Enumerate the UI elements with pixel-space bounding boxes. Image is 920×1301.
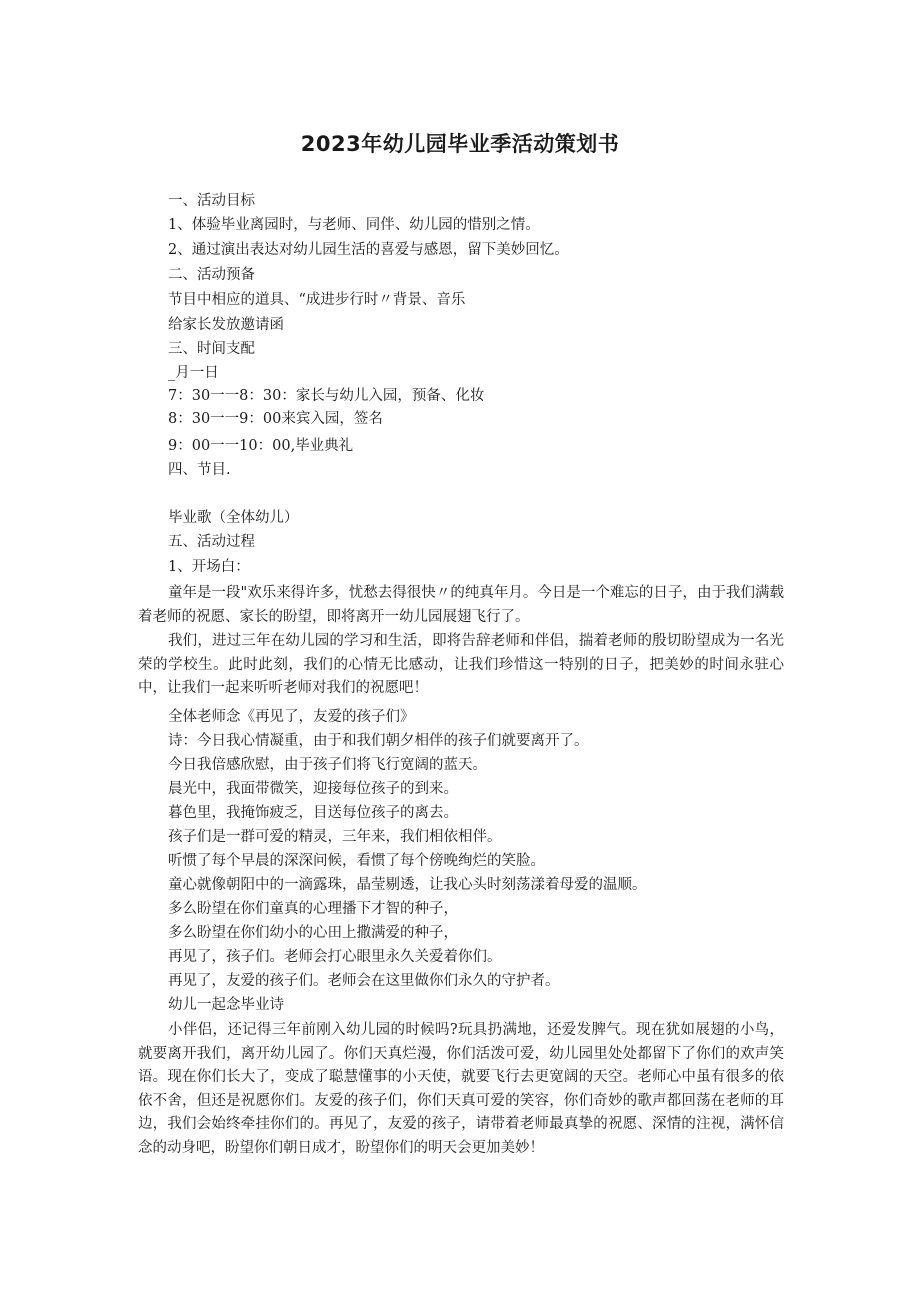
schedule-item-1: 7：30一一8：30：家长与幼儿入园，预备、化妆 <box>168 388 485 404</box>
poem-line: 暮色里，我掩饰疲乏，目送每位孩子的离去。 <box>168 805 458 821</box>
section-heading-preparation: 二、活动预备 <box>168 267 255 283</box>
schedule-item-3: 9：00一一10：00,毕业典礼 <box>168 438 354 454</box>
program-item-song: 毕业歌（全体幼儿） <box>168 510 299 526</box>
schedule-item-2: 8：30一一9：00来宾入园，签名 <box>168 411 383 427</box>
process-item-opening: 1、开场白： <box>168 559 250 575</box>
goal-item-2: 2、通过演出表达对幼儿园生活的喜爱与感恩，留下美妙回忆。 <box>168 242 569 258</box>
poem-line: 童心就像朝阳中的一滴露珠，晶莹剔透，让我心头时刻荡漾着母爱的温顺。 <box>168 877 647 893</box>
paragraph-opening-1: 童年是一段"欢乐来得许多，忧愁去得很快〃的纯真年月。今日是一个难忘的日子，由于我们满载着老师的祝愿、家长的盼望，即将离开一幼儿园展翅飞行了。 <box>138 585 784 625</box>
section-heading-goals: 一、活动目标 <box>168 193 255 209</box>
poem-line: 晨光中，我面带微笑，迎接每位孩子的到来。 <box>168 781 458 797</box>
poem-line: 孩子们是一群可爱的精灵，三年来，我们相依相伴。 <box>168 829 502 845</box>
poem-line: 听惯了每个早晨的深深问候，看惯了每个傍晚绚烂的笑脸。 <box>168 853 545 869</box>
paragraph-opening-2: 我们，进过三年在幼儿园的学习和生活，即将告辞老师和伴侣，揣着老师的殷切盼望成为一名光荣的学校生。此时此刻，我们的心情无比感动，让我们珍惜这一特别的日子，把美妙的时间永驻心中，让我们一起来听听老师对我们的祝愿吧！ <box>138 633 784 696</box>
poem-line: 再见了，友爱的孩子们。老师会在这里做你们永久的守护者。 <box>168 973 560 989</box>
goal-item-1: 1、体验毕业离园时，与老师、同伴、幼儿园的惜别之情。 <box>168 217 540 233</box>
poem-line: 多么盼望在你们童真的心理播下才智的种子， <box>168 901 458 917</box>
children-poem-heading: 幼儿一起念毕业诗 <box>168 997 284 1013</box>
preparation-item-props: 节目中相应的道具、“成进步行时〃背景、音乐 <box>168 292 466 308</box>
section-heading-program: 四、节目. <box>168 462 231 478</box>
paragraph-children-poem: 小伴侣，还记得三年前刚入幼儿园的时候吗?玩具扔满地，还爱发脾气。现在犹如展翅的小鸟，就要离开我们，离开幼儿园了。你们天真烂漫，你们活泼可爱，幼儿园里处处都留下了你们的欢声笑语。现在你们长大了，变成了聪慧懂事的小天使，就要飞行去更宽阔的天空。老师心中虽有很多的依依不舍，但还是祝愿你们。友爱的孩子们，你们天真可爱的笑容，你们奇妙的歌声都回荡在老师的耳边，我们会始终牵挂你们的。再见了，友爱的孩子，请带着老师最真挚的祝愿、深情的注视，满怀信念的动身吧，盼望你们朝日成才，盼望你们的明天会更加美妙！ <box>138 1022 784 1156</box>
poem-line: 诗：今日我心情凝重，由于和我们朝夕相伴的孩子们就要离开了。 <box>168 733 589 749</box>
poem-line: 多么盼望在你们幼小的心田上撒满爱的种子， <box>168 925 458 941</box>
preparation-item-invitations: 给家长发放邀请函 <box>168 317 284 333</box>
poem-line: 今日我倍感欣慰，由于孩子们将飞行宽阔的蓝天。 <box>168 757 487 773</box>
section-heading-schedule: 三、时间支配 <box>168 341 255 357</box>
section-heading-process: 五、活动过程 <box>168 534 255 550</box>
poem-line: 再见了，孩子们。老师会打心眼里永久关爱着你们。 <box>168 949 502 965</box>
schedule-date: _月一日 <box>168 365 219 381</box>
poem-title: 全体老师念《再见了，友爱的孩子们》 <box>168 709 415 725</box>
document-title: 2023年幼儿园毕业季活动策划书 <box>300 132 620 156</box>
